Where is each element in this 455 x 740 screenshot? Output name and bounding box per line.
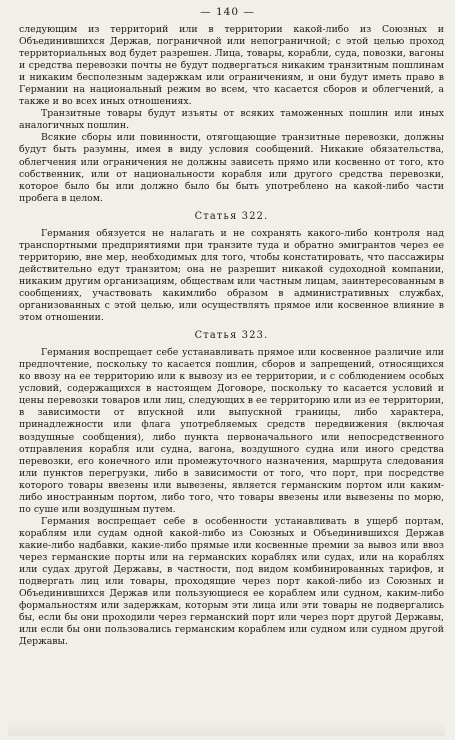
paragraph: Германия воспрещает себе в особенности устанавливать в ущерб портам, кораблям или судам одной какой-либо из Союзных и Объединившихся Держав какие-либо надбавки, какие-либо прямые или косвенные премии за вывоз или ввоз через германские порты или на германских кораблях или судах, или на кораблях или судах другой Державы, в частности, под видом комбинированных тарифов, и подвергать лиц или товары, проходящие через порт какой-либо из Союзных и Объединившихся Держав или пользующиеся ее кораблем или судном, каким-либо формальностям или задержкам, которым эти лица или эти товары не подвергались бы, если бы они проходили через германский порт или через порт другой Державы, или если бы они пользовались германским кораблем или судном или судном другой Державы. — [19, 515, 444, 648]
paragraph: Транзитные товары будут изъяты от всяких таможенных пошлин или иных аналогичных пошлин. — [19, 108, 444, 132]
page-bottom-shading — [8, 720, 445, 736]
paragraph: следующим из территорий или в территории какой-либо из Союзных и Объединившихся Держав, пограничной или непограничной; с этой целью проход территориальных вод будет разрешен. Лица, товары, корабли, суда, повозки, вагоны и средства перевозки почты не будут подвергаться никаким транзитным пошлинам и никаким бесполезным задержкам или ограничениям, и они будут иметь право в Германии на национальный режим во всем, что касается сборов и облегчений, а также и во всех иных отношениях. — [19, 24, 444, 108]
article-heading-323: Статья 323. — [194, 330, 269, 342]
article-heading-322: Статья 322. — [194, 210, 269, 222]
paragraph: Всякие сборы или повинности, отягощающие транзитные перевозки, должны будут быть разумны, имея в виду условия сообщений. Никакие обязательства, облегчения или ограничения не должны зависеть прямо или косвенно от того, кто собственник, или от национальности корабля или другого средства перевозки, которое было бы или должно было бы быть употреблено на какой-либо части пробега в целом. — [19, 132, 444, 204]
page-number: — 140 — — [200, 6, 255, 18]
paragraph: Германия обязуется не налагать и не сохранять какого-либо контроля над транспортными предприятиями при транзите туда и обратно эмигрантов через ее территорию, вне мер, необходимых для того, чтобы констатировать, что пассажиры действительно едут транзитом; она не разрешит никакой судоходной компании, никаким другим организациям, обществам или частным лицам, заинтересованным в сообщениях, участвовать какимлибо образом в административных службах, организованных с этой целью, или осуществлять прямое или косвенное влияние в этом отношении. — [19, 227, 445, 324]
paragraph: Германия воспрещает себе устанавливать прямое или косвенное различие или предпочтение, поскольку то касается пошлин, сборов и запрещений, относящихся ко ввозу на ее территорию или к вывозу из ее территории, и с соблюдением особых условий, содержащихся в настоящем Договоре, поскольку то касается условий и цены перевозки товаров или лиц, следующих в ее территорию или из ее территории, в зависимости от впускной или выпускной границы, либо характера, принадлежности или флага употребляемых средств передвижения (включая воздушные сообщения), либо пункта первоначального или непосредственного отправления корабля или судна, вагона, воздушного судна или иного средства перевозки, его конечного или промежуточного назначения, маршрута следования или пунктов перегрузки, либо в зависимости от того, что порт, при посредстве которого товары ввезены или вывезены, является германским портом или каким-либо иностранным портом, либо того, что товары ввезены или вывезены по морю, по суше или воздушным путем. — [19, 347, 444, 515]
document-body — [19, 24, 444, 648]
